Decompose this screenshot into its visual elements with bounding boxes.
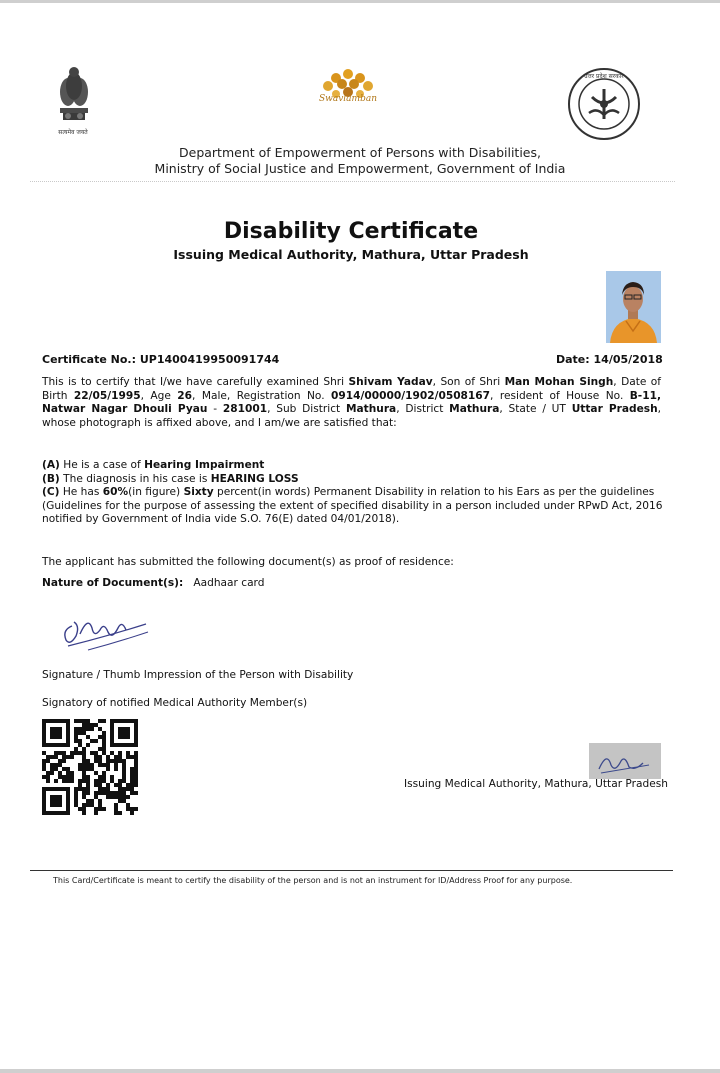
clause-label: (A) [42,459,60,471]
certificate-number [42,353,279,366]
qr-code [42,719,138,815]
text: He is a case of [59,459,145,471]
text: This is to certify that I/we have carefully examined Shri [42,376,349,388]
document-nature-value: Aadhaar card [193,577,265,589]
text: percent(in words) Permanent Disability in relation to his Ears as per the guidelines (Guidelines for the purpose of assessing the extent of specified disability in a person included under RPwD Act, 2016 notified by Government of India vide S.O. 76(E) dated 04/01/2018). [42,486,663,526]
applicant-name: Shivam Yadav [348,376,433,388]
diagnosis: HEARING LOSS [210,472,299,485]
text: - [207,403,223,416]
certificate-number-value: UP1400419950091744 [139,353,280,366]
text: , State / UT [499,403,572,416]
certificate-date-value: 14/05/2018 [593,353,663,366]
signature-label: Signature / Thumb Impression of the Person with Disability [42,669,354,681]
house-address: B-11, Natwar Nagar Dhouli Pyau [42,389,661,416]
text: , District [396,403,450,416]
residence-proof-intro: The applicant has submitted the following document(s) as proof of residence: [42,556,454,568]
date-of-birth: 22/05/1995 [73,389,141,402]
clause-a [42,459,667,473]
document-nature [42,577,264,589]
applicant-photo [606,271,661,343]
text: , whose photograph is affixed above, and I am/we are satisfied that: [42,403,662,429]
certificate-title: Disability Certificate [223,219,479,244]
text: , resident of House No. [490,389,630,402]
header-divider [30,181,675,182]
registration-number: 0914/00000/1902/0508167 [331,389,491,402]
clause-b [42,473,667,487]
footer-divider [30,870,673,871]
clause-label: (B) [42,472,60,485]
certificate-number-label: Certificate No.: [42,353,136,366]
sub-district: Mathura [345,403,397,416]
certificate-date-label: Date: [556,353,590,366]
emblem-caption: सत्यमेव जयते [58,129,88,136]
document-nature-label: Nature of Document(s): [42,577,184,589]
certificate-subtitle: Issuing Medical Authority, Mathura, Uttar Pradesh [173,247,529,262]
disability-clauses [42,459,667,527]
footer-disclaimer: This Card/Certificate is meant to certify the disability of the person and is not an instrument for ID/Address Proof for any purpose. [53,876,573,885]
certificate-date [556,353,663,366]
clause-c [42,486,667,527]
district: Mathura [449,403,500,416]
text: The diagnosis in his case is [59,472,211,485]
disability-type: Hearing Impairment [144,459,265,471]
text: , Male, Registration No. [192,389,332,402]
disability-percent: 60% [102,486,129,499]
department-line-1: Department of Empowerment of Persons with Disabilities, [179,145,541,160]
certification-paragraph [42,376,661,430]
department-line-2: Ministry of Social Justice and Empowerment, Government of India [154,161,566,176]
authority-signature-stamp [589,743,661,779]
swavlamban-logo [312,64,384,126]
bottom-border [0,1069,720,1073]
swavlamban-text: Swavlamban [318,94,378,104]
applicant-signature [58,606,153,656]
up-government-seal [567,67,641,141]
signatory-label: Signatory of notified Medical Authority Member(s) [42,697,308,709]
state: Uttar Pradesh [571,403,658,416]
issuing-authority: Issuing Medical Authority, Mathura, Uttar Pradesh [404,778,668,790]
disability-percent-words: Sixty [183,486,214,499]
father-name: Man Mohan Singh [504,376,614,388]
text: , Son of Shri [432,376,505,388]
text: He has [59,486,103,499]
text: (in figure) [128,486,184,499]
national-emblem-logo [48,64,98,140]
age: 26 [177,389,193,402]
seal-text: उत्तर प्रदेश सरकार [584,73,624,80]
top-border [0,0,720,3]
text: , Age [140,389,178,402]
pincode: 281001 [222,403,268,416]
text: , Date of Birth [42,376,662,402]
clause-label: (C) [42,486,60,499]
text: , Sub District [267,403,346,416]
